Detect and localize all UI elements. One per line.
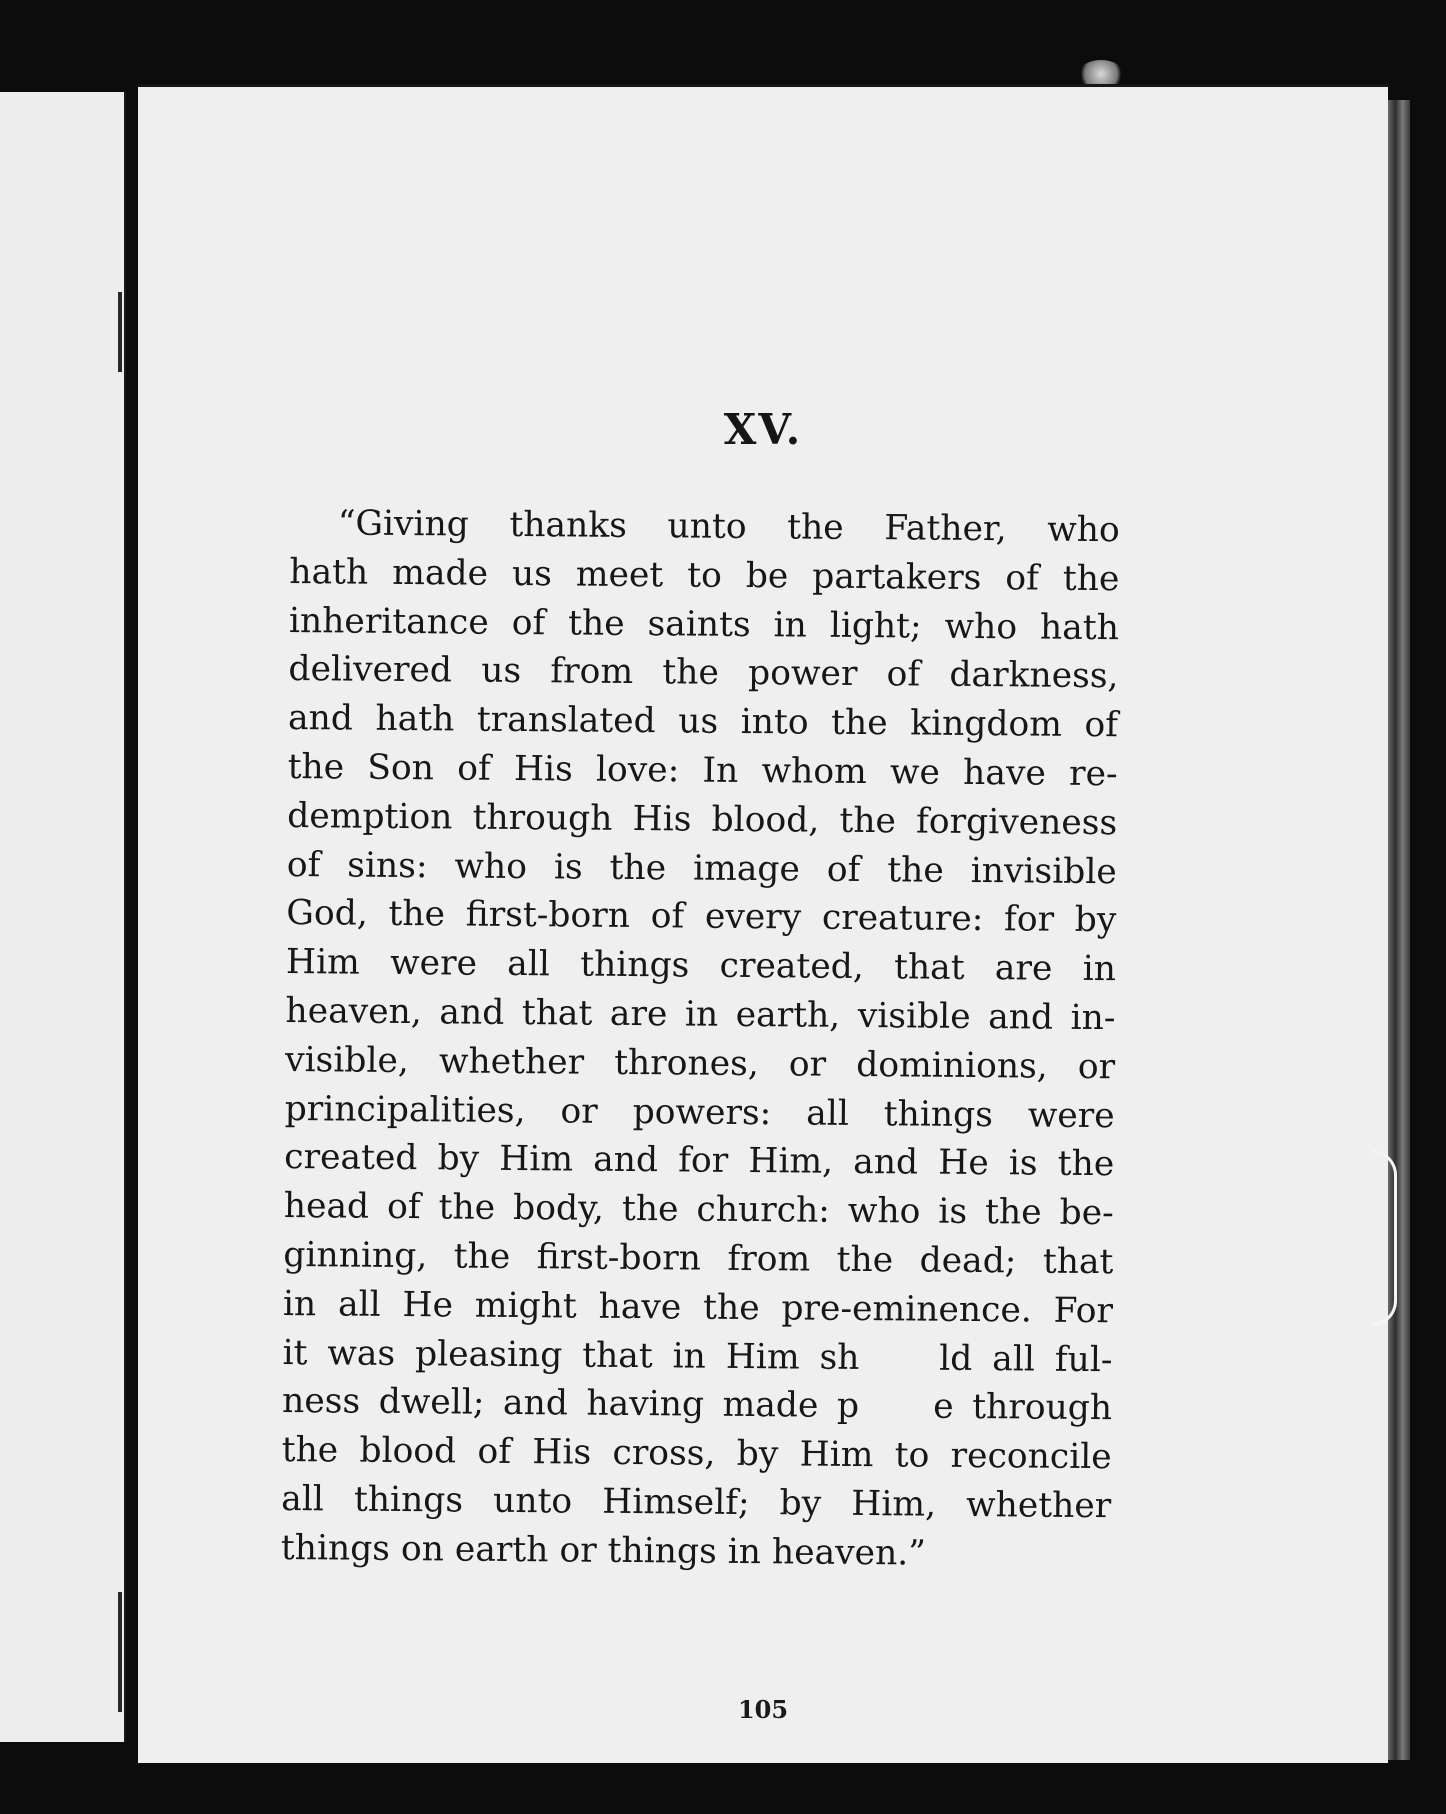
page-clip-mark — [1372, 1150, 1397, 1326]
passage-line: all things unto Himself; by Him, whether — [281, 1478, 1112, 1527]
passage-line: and hath translated us into the kingdom of — [287, 698, 1119, 746]
passage-line: demption through His blood, the forgiveness — [287, 795, 1118, 844]
scripture-passage — [281, 499, 1120, 1580]
passage-line: things on earth or things in heaven.” — [280, 1527, 927, 1574]
passage-line: hath made us meet to be partakers of the — [289, 551, 1120, 600]
passage-line: delivered us from the power of darkness, — [288, 649, 1119, 697]
passage-line: head of the body, the church: who is the be- — [283, 1186, 1114, 1234]
passage-line: heaven, and that are in earth, visible and in- — [285, 990, 1116, 1039]
passage-line: of sins: who is the image of the invisible — [286, 844, 1117, 892]
passage-line: ness dwell; and having made p e through — [281, 1381, 1113, 1429]
book-page — [138, 84, 1388, 1763]
page-edge-shadow — [1388, 100, 1410, 1760]
passage-line: the Son of His love: In whom we have re- — [287, 746, 1118, 795]
binding-mark — [118, 1592, 122, 1712]
passage-line: created by Him and for Him, and He is the — [284, 1137, 1115, 1185]
passage-line: visible, whether thrones, or dominions, or — [284, 1039, 1116, 1087]
page-number: 105 — [737, 1695, 789, 1724]
passage-line: principalities, or powers: all things were — [284, 1088, 1115, 1136]
passage-line: Him were all things created, that are in — [285, 942, 1117, 990]
left-page-edge — [0, 92, 126, 1742]
passage-line: ginning, the first-born from the dead; that — [283, 1234, 1114, 1283]
passage-line: it was pleasing that in Him sh ld all ful- — [282, 1332, 1113, 1380]
binding-mark — [118, 292, 122, 372]
passage-line: inheritance of the saints in light; who hath — [288, 600, 1120, 648]
passage-line: “Giving thanks unto the Father, who — [337, 503, 1120, 551]
passage-line: God, the first-born of every creature: for by — [286, 893, 1117, 941]
passage-line: in all He might have the pre-eminence. For — [282, 1283, 1114, 1331]
passage-line: the blood of His cross, by Him to reconcile — [281, 1430, 1112, 1478]
chapter-heading: XV. — [723, 405, 803, 454]
